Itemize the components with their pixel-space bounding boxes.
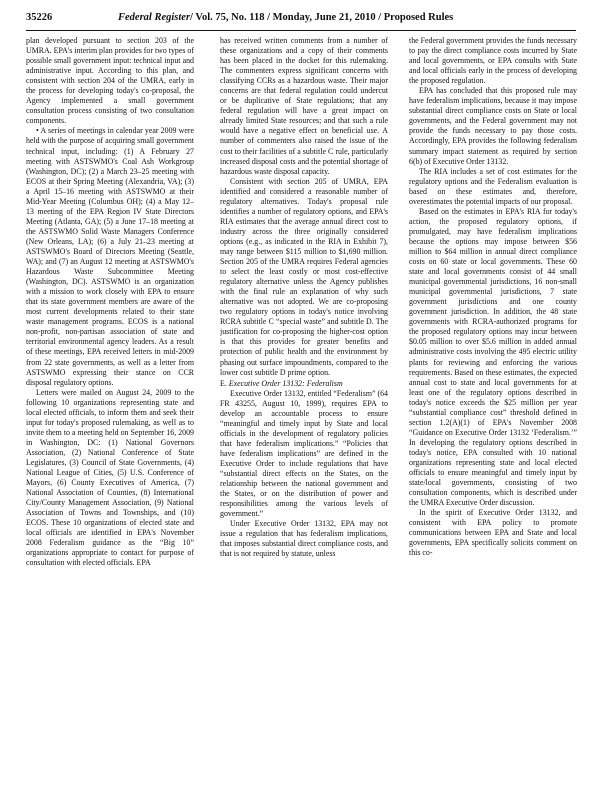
page-header xyxy=(26,12,576,28)
section-heading-text: Executive Order 13132: Federalism xyxy=(228,378,343,388)
section-heading-number: E. xyxy=(220,378,227,388)
body-paragraph: Executive Order 13132, entitled “Federalism” (64 FR 43255, August 10, 1999), requires EPA to develop an accountable process to ensure “meaningful and timely input by State and local officials in the development of regulatory policies that have federalism implications.” “Policies that have federalism implications” are defined in the Executive Order to include regulations that have “substantial direct effects on the States, on the relationship between the national government and the States, or on the distribution of power and responsibilities among the various levels of government.” xyxy=(220,388,388,519)
page-number: 35226 xyxy=(26,12,53,23)
body-paragraph: EPA has concluded that this proposed rule may have federalism implications, because it may impose substantial direct compliance costs on State or local governments, and the Federal government may not provide the funds necessary to pay those costs. Accordingly, EPA provides the following federalism summary impact statement as required by section 6(b) of Executive Order 13132. xyxy=(409,86,577,166)
body-paragraph: Letters were mailed on August 24, 2009 to the following 10 organizations representing state and local elected officials, to inform them and seek their input for today's proposed rulemaking, as well as to invite them to a meeting held on September 16, 2009 in Washington, DC: (1) National Governors Association, (2) National Conference of State Legislatures, (3) Council of State Governments, (4) National League of Cities, (5) U.S. Conference of Mayors, (6) County Executives of America, (7) National Association of Counties, (8) International City/County Management Association, (9) National Association of Towns and Townships, and (10) ECOS. These 10 organizations of elected state and local officials are identified in EPA's November 2008 Federalism guidance as the “Big 10” organizations appropriate to contact for purpose of consultation with elected officials. EPA xyxy=(26,387,194,568)
body-paragraph: The RIA includes a set of cost estimates for the regulatory options and the Federalism evaluation is based on these estimates and, therefore, overestimates the potential impacts of our proposal. xyxy=(409,166,577,206)
body-paragraph: the Federal government provides the funds necessary to pay the direct compliance costs incurred by State and local governments, or EPA consults with State and local officials early in the process of developing the proposed regulation. xyxy=(409,36,577,86)
body-paragraph: Under Executive Order 13132, EPA may not issue a regulation that has federalism implications, that imposes substantial direct compliance costs, and that is not required by statute, unless xyxy=(220,519,388,559)
text-column-2 xyxy=(220,36,388,792)
body-paragraph: Based on the estimates in EPA's RIA for today's action, the proposed regulatory options, if promulgated, may have federalism implications because the options may impose between $56 million to $64 million in annual direct compliance costs on 60 state or local governments. These 60 state and local governments consist of 44 small municipal governmental jurisdictions, 16 non-small municipal governmental jurisdictions, 7 state government jurisdictions and one county government jurisdiction. In addition, the 48 state governments with RCRA-authorized programs for the proposed regulatory options may incur between $0.05 million to over $5.6 million in added annual administrative costs involving the 495 electric utility plants for reviewing and enforcing the various requirements. Based on these estimates, the expected annual cost to state and local governments for at least one of the regulatory options described in today's notice exceeds the $25 million per year “substantial compliance cost” threshold defined in section 1.2(A)(1) of EPA's November 2008 “Guidance on Executive Order 13132 ‘Federalism.’” In developing the regulatory options described in today's notice, EPA consulted with 10 national organizations representing state and local elected officials to ensure meaningful and timely input by state/local governments, consisting of two consultation components, which is described under the UMRA Executive Order discussion. xyxy=(409,206,577,508)
body-paragraph: plan developed pursuant to section 203 of the UMRA. EPA's interim plan provides for two types of possible small government input: technical input and administrative input. According to this plan, and consistent with section 204 of the UMRA, early in the process for developing today's co-proposal, the Agency implemented a small government consultation process consisting of two consultation components. xyxy=(26,36,194,126)
body-paragraph: Consistent with section 205 of UMRA, EPA identified and considered a reasonable number of regulatory alternatives. Today's proposal rule identifies a number of regulatory options, and EPA's RIA estimates that the average annual direct cost to industry across the three originally considered options (e.g., as indicated in the RIA in Exhibit 7), may range between $115 million to $1,690 million. Section 205 of the UMRA requires Federal agencies to select the least costly or most cost-effective regulatory alternative unless the Agency publishes with the final rule an explanation of why such alternative was not adopted. We are co-proposing two regulatory options in today's notice involving RCRA subtitle C “special waste” and subtitle D. The justification for co-proposing the higher-cost option is that this provides for greater benefits and protection of public health and the environment by phasing out surface impoundments, compared to the lower cost subtitle D prime option. xyxy=(220,176,388,377)
text-column-1 xyxy=(26,36,194,792)
text-column-3 xyxy=(409,36,577,792)
header-rule xyxy=(26,30,576,31)
body-paragraph: has received written comments from a number of these organizations and a copy of their comments has been placed in the docket for this rulemaking. The commenters express significant concerns with classifying CCRs as a hazardous waste. Their major concerns are that federal regulation could undercut or be duplicative of State regulations; that any federal regulation will have a great impact on already limited State resources; and that such a rule would have a negative effect on beneficial use. A number of commenters also raised the issue of the cost to their facilities of a subtitle C rule, particularly increased disposal costs and the potential shortage of hazardous waste disposal capacity. xyxy=(220,36,388,176)
issue-info: / Vol. 75, No. 118 / Monday, June 21, 2010 / Proposed Rules xyxy=(190,12,454,23)
body-paragraph: • A series of meetings in calendar year 2009 were held with the purpose of acquiring small government technical input, including: (1) A February 27 meeting with ASTSWMO's Coal Ash Workgroup (Washington, DC); (2) a March 23–25 meeting with ECOS at their Spring Meeting (Alexandria, VA); (3) a April 15–16 meeting with ASTSWMO at their Mid-Year Meeting (Columbus OH); (4) a May 12–13 meeting of the EPA Region IV State Directors Meeting (Atlanta, GA); (5) a June 17–18 meeting at the ASTSWMO Solid Waste Managers Conference (New Orleans, LA); (6) a July 21–23 meeting at ASTSWMO's Board of Directors Meeting (Seattle, WA); and (7) an August 12 meeting at ASTSWMO's Hazardous Waste Subcommittee Meeting (Washington, DC). ASTSWMO is an organization with a mission to work closely with EPA to ensure that its state government members are aware of the most current developments related to their state waste management programs. ECOS is a national non-profit, non-partisan association of state and territorial environmental agency leaders. As a result of these meetings, EPA received letters in mid-2009 from 22 state governments, as well as a letter from ASTSWMO expressing their stance on CCR disposal regulatory options. xyxy=(26,126,194,387)
body-paragraph: In the spirit of Executive Order 13132, and consistent with EPA policy to promote communications between EPA and State and local governments, EPA specifically solicits comment on this co- xyxy=(409,508,577,558)
section-heading xyxy=(220,379,388,389)
running-title xyxy=(118,12,576,23)
publication-name: Federal Register xyxy=(118,12,191,23)
